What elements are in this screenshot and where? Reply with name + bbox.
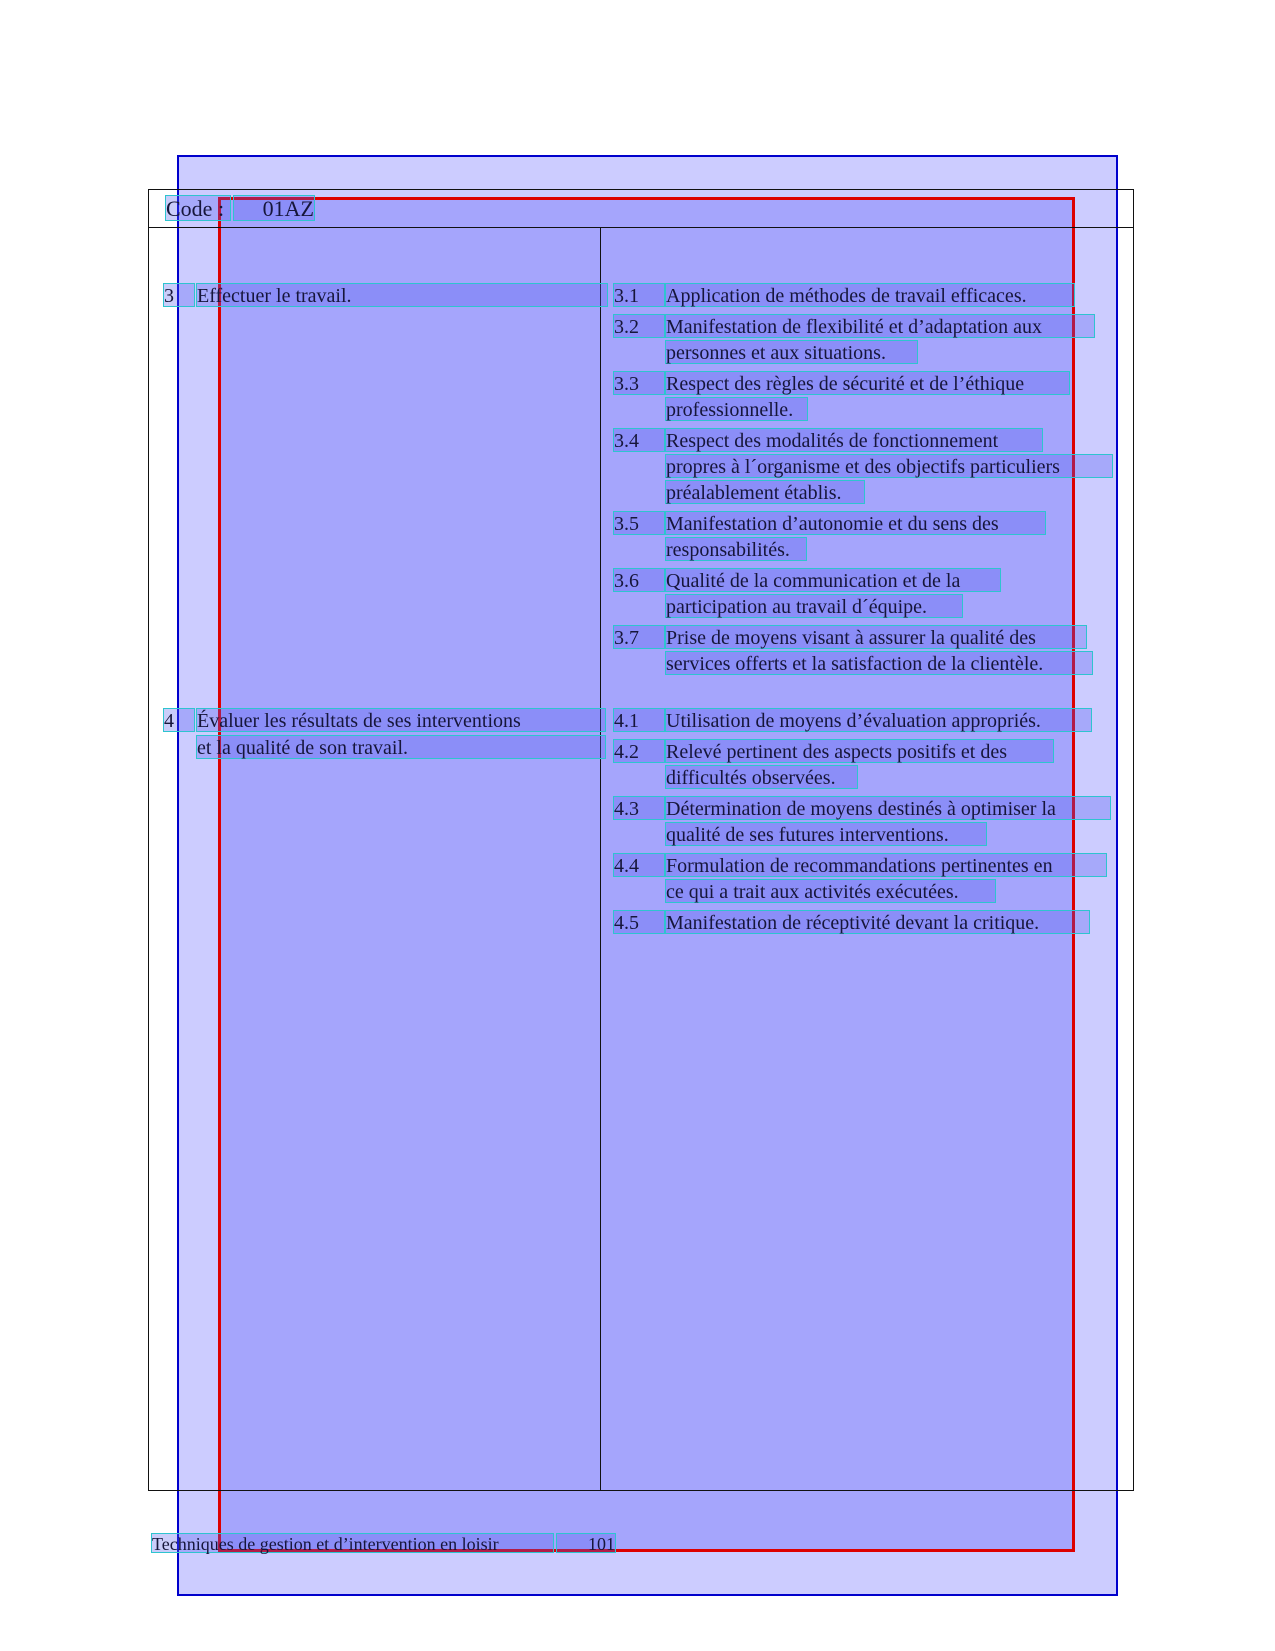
criterion-text: services offerts et la satisfaction de la clientèle. bbox=[665, 651, 1093, 675]
criterion-text: Prise de moyens visant à assurer la qualité des bbox=[665, 625, 1087, 649]
criterion-number: 3.4 bbox=[613, 428, 665, 452]
criterion-text: professionnelle. bbox=[665, 397, 808, 421]
criterion-number: 3.1 bbox=[613, 283, 665, 307]
criterion-text: participation au travail d´équipe. bbox=[665, 594, 963, 618]
element-statement: et la qualité de son travail. bbox=[196, 735, 606, 759]
criterion-text: qualité de ses futures interventions. bbox=[665, 822, 987, 846]
criterion-text: ce qui a trait aux activités exécutées. bbox=[665, 879, 996, 903]
criterion-text: Respect des modalités de fonctionnement bbox=[665, 428, 1043, 452]
criterion-number: 4.5 bbox=[613, 910, 665, 934]
criterion-text: Respect des règles de sécurité et de l’éthique bbox=[665, 371, 1070, 395]
criterion-text: Manifestation de flexibilité et d’adaptation aux bbox=[665, 314, 1095, 338]
criterion-number: 3.7 bbox=[613, 625, 665, 649]
criterion-number: 3.6 bbox=[613, 568, 665, 592]
criterion-number: 3.3 bbox=[613, 371, 665, 395]
footer-page-number: 101 bbox=[556, 1533, 616, 1553]
code-value: 01AZ bbox=[233, 195, 315, 221]
column-divider bbox=[600, 227, 601, 1490]
criterion-number: 4.2 bbox=[613, 739, 665, 763]
criterion-text: Relevé pertinent des aspects positifs et des bbox=[665, 739, 1054, 763]
footer-program: Techniques de gestion et d’intervention en loisir bbox=[151, 1533, 554, 1553]
criterion-number: 3.2 bbox=[613, 314, 665, 338]
criterion-text: Manifestation d’autonomie et du sens des bbox=[665, 511, 1046, 535]
criterion-text: responsabilités. bbox=[665, 537, 807, 561]
criterion-text: préalablement établis. bbox=[665, 480, 865, 504]
criterion-text: Détermination de moyens destinés à optimiser la bbox=[665, 796, 1111, 820]
criterion-number: 3.5 bbox=[613, 511, 665, 535]
criterion-text: Manifestation de réceptivité devant la critique. bbox=[665, 910, 1090, 934]
criterion-number: 4.4 bbox=[613, 853, 665, 877]
criterion-text: Utilisation de moyens d’évaluation appropriés. bbox=[665, 708, 1092, 732]
element-number: 3 bbox=[163, 283, 195, 307]
element-statement: Effectuer le travail. bbox=[196, 283, 608, 307]
criterion-text: Formulation de recommandations pertinentes en bbox=[665, 853, 1107, 877]
criterion-text: Application de méthodes de travail efficaces. bbox=[665, 283, 1075, 307]
criterion-text: Qualité de la communication et de la bbox=[665, 568, 1001, 592]
element-statement: Évaluer les résultats de ses interventions bbox=[196, 708, 606, 732]
criterion-text: personnes et aux situations. bbox=[665, 340, 918, 364]
code-label: Code : bbox=[165, 195, 231, 221]
criterion-number: 4.3 bbox=[613, 796, 665, 820]
element-number: 4 bbox=[163, 708, 195, 732]
header-divider bbox=[148, 227, 1134, 228]
criterion-text: difficultés observées. bbox=[665, 765, 858, 789]
criterion-text: propres à l´organisme et des objectifs particuliers bbox=[665, 454, 1113, 478]
criterion-number: 4.1 bbox=[613, 708, 665, 732]
